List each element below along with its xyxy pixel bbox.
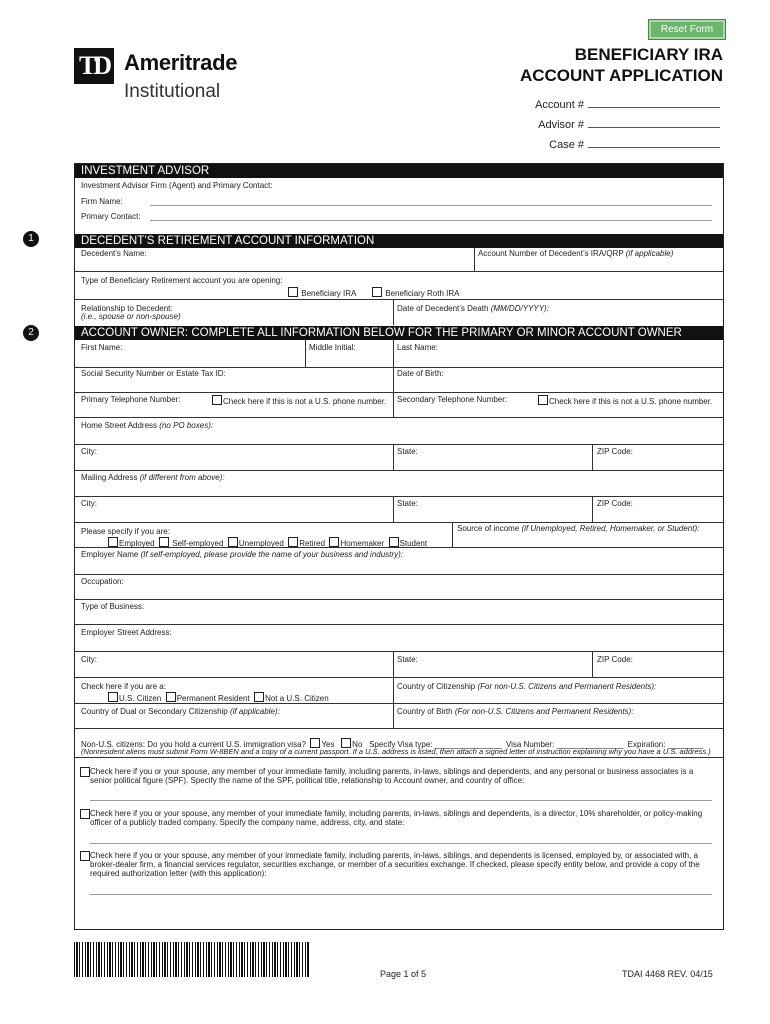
unemployed-checkbox[interactable] (228, 537, 238, 547)
divider (75, 470, 723, 471)
page-number: Page 1 of 5 (380, 969, 427, 979)
section-2-header: ACCOUNT OWNER: COMPLETE ALL INFORMATION BELOW FOR THE PRIMARY OR MINOR ACCOUNT OWNER (75, 326, 723, 340)
check-if-label: Check here if you are a: (81, 682, 166, 691)
homemaker-option[interactable]: Homemaker (329, 539, 384, 548)
divider (393, 496, 394, 522)
divider (592, 496, 593, 522)
account-number-label: Account # (535, 99, 584, 111)
spf-text-1: Check here if you or your spouse, any member of your immediate family, including parents, in-laws, siblings and dependents, and any personal or business associates is a (90, 767, 694, 776)
home-address-label: Home Street Address (no PO boxes): (81, 421, 214, 430)
divider (393, 392, 394, 418)
officer-checkbox[interactable] (80, 809, 90, 819)
divider (75, 624, 723, 625)
divider (75, 547, 723, 548)
visa-number-label: Visa Number: _______________ (505, 740, 624, 749)
visa-note: (Nonresident aliens must submit Form W-8BEN and a copy of a current passport. If a U.S. address is listed, then attach a signed letter of instruction explaining why you have a U.S. address.) (81, 747, 711, 756)
case-number-label: Case # (549, 139, 584, 151)
self-employed-checkbox[interactable] (159, 537, 169, 547)
divider (75, 496, 723, 497)
zip-label: ZIP Code: (597, 447, 633, 456)
dual-citizenship-label: Country of Dual or Secondary Citizenship (if applicable): (81, 707, 280, 716)
secondary-phone-label: Secondary Telephone Number: (397, 395, 508, 404)
mailing-address-label: Mailing Address (if different from above): (81, 473, 225, 482)
section-1-number: 1 (23, 231, 39, 247)
divider (75, 392, 723, 393)
employed-checkbox[interactable] (108, 537, 118, 547)
section-1-header: DECEDENT’S RETIREMENT ACCOUNT INFORMATION (75, 234, 723, 248)
brand-subtitle: Institutional (124, 81, 221, 102)
country-citizenship-label: Country of Citizenship (For non-U.S. Citizens and Permanent Residents): (397, 682, 657, 691)
broker-text-3: required authorization letter (with this application): (90, 869, 267, 878)
divider (75, 444, 723, 445)
us-citizen-option[interactable]: U.S. Citizen (108, 694, 161, 703)
officer-text-1: Check here if you or your spouse, any member of your immediate family, including parents, in-laws, siblings and dependents, is a director, 10% shareholder, or policy-making (90, 809, 703, 818)
divider (75, 417, 723, 418)
account-type-label: Type of Beneficiary Retirement account you are opening: (81, 276, 283, 285)
advisor-intro: Investment Advisor Firm (Agent) and Primary Contact: (81, 181, 273, 190)
secondary-phone-not-us-checkbox[interactable] (538, 395, 548, 405)
ssn-label: Social Security Number or Estate Tax ID: (81, 369, 226, 378)
divider (592, 444, 593, 470)
retired-option[interactable]: Retired (288, 539, 325, 548)
primary-phone-not-us[interactable]: Check here if this is not a U.S. phone number. (212, 395, 386, 406)
spf-text-2: senior political figure (SPF). Specify the name of the SPF, political title, relationship to Account owner, and country of office: (90, 776, 525, 785)
beneficiary-roth-option[interactable]: Beneficiary Roth IRA (372, 287, 460, 298)
divider (393, 340, 394, 368)
city-label: City: (81, 447, 97, 456)
employer-address-label: Employer Street Address: (81, 628, 172, 637)
state-label: State: (397, 447, 418, 456)
divider (75, 367, 723, 368)
source-income-label: Source of income (if Unemployed, Retired, Homemaker, or Student): (457, 524, 700, 533)
business-type-label: Type of Business: (81, 602, 145, 611)
employer-name-label: Employer Name (If self-employed, please provide the name of your business and industry): (81, 550, 403, 559)
account-number-field[interactable] (535, 97, 720, 111)
country-birth-label: Country of Birth (For non-U.S. Citizens and Permanent Residents): (397, 707, 634, 716)
student-option[interactable]: Student (389, 539, 428, 548)
divider (393, 299, 394, 325)
advisor-number-field[interactable] (538, 117, 720, 131)
divider (592, 651, 593, 677)
beneficiary-ira-checkbox[interactable] (288, 287, 298, 297)
mailing-city-label: City: (81, 499, 97, 508)
please-specify-label: Please specify if you are: (81, 527, 170, 536)
divider (75, 677, 723, 678)
firm-name-input[interactable] (150, 205, 712, 206)
first-name-label: First Name: (81, 343, 123, 352)
decedent-name-label: Decedent’s Name: (81, 249, 147, 258)
broker-input[interactable] (90, 894, 712, 895)
td-logo-mark: TD (74, 48, 114, 84)
visa-type-label: Specify Visa type: _______________ (369, 740, 502, 749)
mailing-state-label: State: (397, 499, 418, 508)
divider (305, 340, 306, 368)
divider (75, 757, 723, 758)
visa-yes-option[interactable]: Yes (310, 740, 334, 749)
visa-question-label: Non-U.S. citizens: Do you hold a current U.S. immigration visa? (81, 740, 306, 749)
employer-city-label: City: (81, 655, 97, 664)
divider (75, 574, 723, 575)
divider (75, 651, 723, 652)
divider (393, 444, 394, 470)
officer-input[interactable] (90, 843, 712, 844)
divider (474, 248, 475, 271)
brand-name: Ameritrade (124, 50, 238, 75)
divider (75, 271, 723, 272)
permanent-resident-checkbox[interactable] (166, 692, 176, 702)
permanent-resident-option[interactable]: Permanent Resident (166, 694, 250, 703)
student-checkbox[interactable] (389, 537, 399, 547)
section-2-number: 2 (23, 325, 39, 341)
primary-contact-label: Primary Contact: (81, 212, 141, 221)
primary-contact-input[interactable] (150, 220, 712, 221)
spf-input[interactable] (90, 800, 712, 801)
unemployed-option[interactable]: Unemployed (228, 539, 284, 548)
page-title (520, 44, 723, 86)
divider (75, 522, 723, 523)
relationship-label: Relationship to Decedent: (81, 304, 173, 313)
decedent-account-label: Account Number of Decedent’s IRA/QRP (if applicable) (478, 249, 674, 258)
employed-option[interactable]: Employed (108, 539, 155, 548)
occupation-label: Occupation: (81, 577, 124, 586)
broker-text-1: Check here if you or your spouse, any member of your immediate family, including parents, in-laws, siblings, and dependents is licensed, employed by, or associated with, a (90, 851, 699, 860)
beneficiary-roth-checkbox[interactable] (372, 287, 382, 297)
date-of-death-label: Date of Decedent’s Death (MM/DD/YYYY): (397, 304, 549, 313)
employer-zip-label: ZIP Code: (597, 655, 633, 664)
last-name-label: Last Name: (397, 343, 438, 352)
form-id: TDAI 4468 REV. 04/15 (622, 969, 713, 979)
middle-initial-label: Middle Initial: (309, 343, 356, 352)
divider (452, 522, 453, 547)
barcode (74, 942, 310, 977)
dob-label: Date of Birth: (397, 369, 444, 378)
advisor-number-label: Advisor # (538, 119, 584, 131)
relationship-note: (i.e., spouse or non-spouse) (81, 312, 181, 321)
spf-checkbox[interactable] (80, 767, 90, 777)
employer-state-label: State: (397, 655, 418, 664)
retired-checkbox[interactable] (288, 537, 298, 547)
firm-name-label: Firm Name: (81, 197, 123, 206)
not-us-citizen-option[interactable]: Not a U.S. Citizen (254, 694, 329, 703)
mailing-zip-label: ZIP Code: (597, 499, 633, 508)
investment-advisor-header: INVESTMENT ADVISOR (75, 164, 723, 178)
divider (393, 367, 394, 393)
beneficiary-ira-option[interactable]: Beneficiary IRA (288, 287, 356, 298)
divider (393, 651, 394, 677)
title-line-1: BENEFICIARY IRA (574, 45, 723, 64)
case-number-field[interactable] (549, 137, 720, 151)
reset-form-button[interactable]: Reset Form (648, 19, 726, 40)
primary-phone-label: Primary Telephone Number: (81, 395, 181, 404)
divider (75, 299, 723, 300)
broker-text-2: broker-dealer firm, a financial services regulator, securities exchange, or member of a securities exchange. If checked, please specify entity below, and provide a copy of the (90, 860, 700, 869)
self-employed-option[interactable]: Self-employed (159, 539, 223, 548)
visa-expiration-label: Expiration: ________ (627, 740, 704, 749)
visa-no-option[interactable]: No (341, 740, 362, 749)
broker-checkbox[interactable] (80, 851, 90, 861)
divider (75, 703, 723, 704)
us-citizen-checkbox[interactable] (108, 692, 118, 702)
primary-phone-not-us-checkbox[interactable] (212, 395, 222, 405)
divider (75, 728, 723, 729)
title-line-2: ACCOUNT APPLICATION (519, 66, 723, 85)
officer-text-2: officer of a publicly traded company. Specify the company name, address, city, and state: (90, 818, 405, 827)
divider (75, 599, 723, 600)
secondary-phone-not-us[interactable]: Check here if this is not a U.S. phone number. (538, 395, 712, 406)
homemaker-checkbox[interactable] (329, 537, 339, 547)
citizenship-options (108, 692, 329, 703)
not-us-citizen-checkbox[interactable] (254, 692, 264, 702)
